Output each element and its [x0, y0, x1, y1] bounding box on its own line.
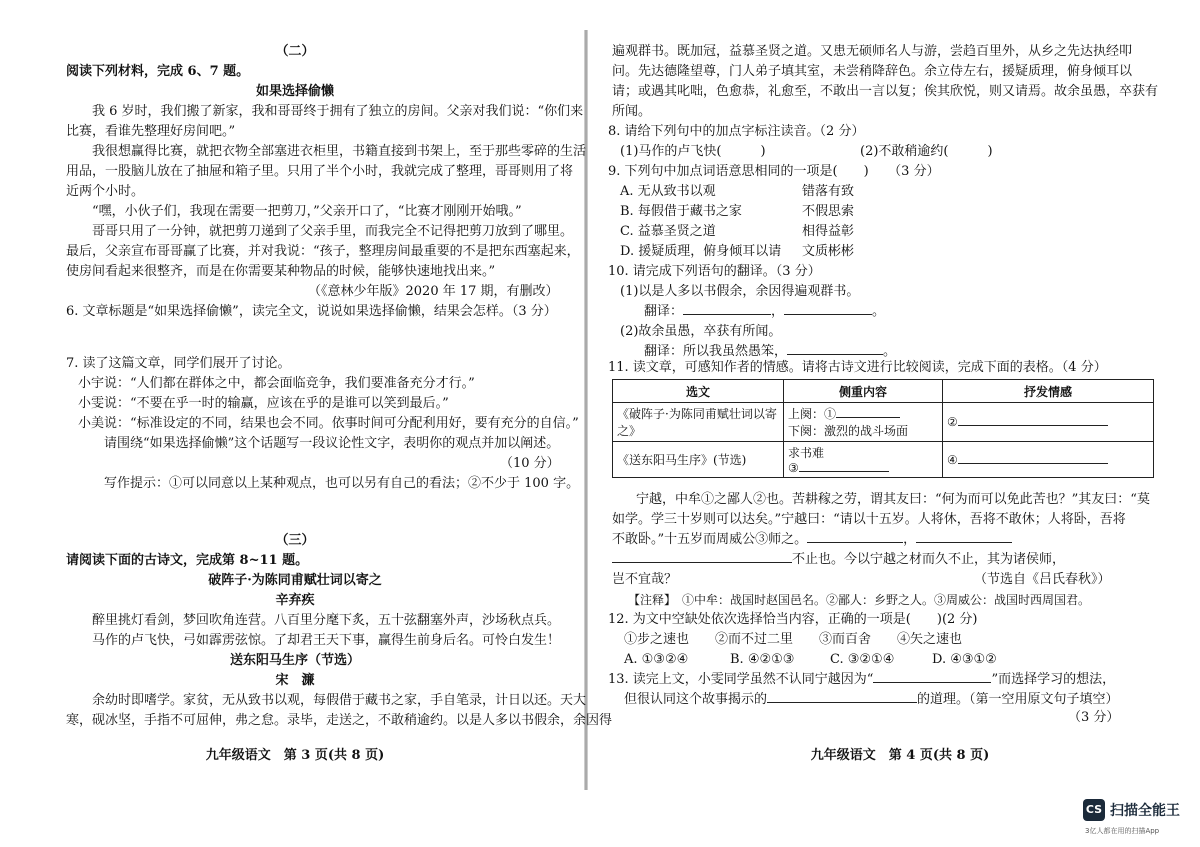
poem-author: 辛弃疾: [275, 593, 315, 608]
question-9-option-compare: 相得益彰: [802, 224, 855, 239]
section-2-title: （二）: [275, 44, 315, 59]
table-header: 抒发情感: [943, 380, 1154, 403]
question-12-option: B. ④②①③: [730, 652, 795, 667]
article-line: 近两个小时。: [66, 184, 145, 199]
table-row: [613, 403, 1154, 442]
question-8-item: (1)马作的卢飞快( ): [620, 144, 766, 159]
article-line: 用品，一股脑儿放在了抽屉和箱子里。只用了半个小时，我就完成了整理，哥哥则用了将: [66, 164, 574, 179]
question-13: 13. 读完上文，小雯同学虽然不认同宁越因为“ ”而选择学习的想法，: [608, 672, 1116, 687]
question-12-option: C. ③②①④: [830, 652, 895, 667]
question-13-score: （3 分）: [1068, 710, 1120, 725]
page-footer: 九年级语文 第 4 页(共 8 页): [810, 748, 990, 763]
prose-line: 所闻。: [612, 104, 652, 119]
question-12-items: ①步之速也 ②而不过二里 ③而百舍 ④矢之速也: [624, 632, 963, 647]
question-7-line: 小雯说：“不要在乎一时的输赢，应该在乎的是谁可以笑到最后。”: [78, 396, 449, 411]
passage-line: 如学。学三十岁则可以达矣。”宁越曰：“请以十五岁。人将休，吾将不敢休；人将卧，吾将: [612, 512, 1126, 527]
question-12-option: D. ④③①②: [932, 652, 997, 667]
poem-title: 破阵子·为陈同甫赋壮词以寄之: [208, 573, 382, 588]
article-source: （《意林少年版》2020 年 17 期，有删改）: [308, 284, 559, 299]
question-9-option: B. 每假借于藏书之家: [620, 204, 742, 219]
table-cell-emotion[interactable]: ②: [943, 403, 1154, 442]
question-13-line: 但很认同这个故事揭示的 的道理。（第一空用原文句子填空）: [624, 692, 1119, 707]
question-9-option-compare: 错落有致: [802, 184, 855, 199]
article-line: 最后，父亲宣布哥哥赢了比赛，并对我说：“孩子，整理房间最重要的不是把东西塞起来，: [66, 244, 580, 259]
poem-line: 马作的卢飞快，弓如霹雳弦惊。了却君王天下事，赢得生前身后名。可怜白发生！: [92, 633, 561, 648]
passage-line: 宁越，中牟①之鄙人②也。苦耕稼之劳，谓其友曰：“何为而可以免此苦也？”其友曰：“莫: [636, 492, 1150, 507]
question-11: 11. 读文章，可感知作者的情感。请将古诗文进行比较阅读，完成下面的表格。（4 分）: [608, 360, 1107, 375]
comparison-table: [612, 379, 1154, 478]
table-row: [613, 442, 1154, 478]
table-cell-content: 求书难 ③: [784, 442, 943, 478]
camscanner-tagline: 3亿人都在用的扫描App: [1085, 827, 1160, 835]
question-8-item: (2)不敢稍逾约( ): [860, 144, 993, 159]
table-header: 选文: [613, 380, 784, 403]
question-7-line: 小美说：“标准设定的不同，结果也会不同。依事时间可分配利用好，要有充分的自信。”: [78, 416, 579, 431]
table-cell-work: 《送东阳马生序》(节选): [613, 442, 784, 478]
article-line: 哥哥只用了一分钟，就把剪刀递到了父亲手里，而我完全不记得把剪刀放到了哪里。: [92, 224, 574, 239]
prose-line: 遍观群书。既加冠，益慕圣贤之道。又患无硕师名人与游，尝趋百里外，从乡之先达执经叩: [612, 44, 1133, 59]
section-3-title: （三）: [275, 533, 315, 548]
question-9: 9. 下列句中加点词语意思相同的一项是( ) （3 分）: [608, 164, 940, 179]
question-9-option: A. 无从致书以观: [620, 184, 716, 199]
poem-line: 醉里挑灯看剑，梦回吹角连营。八百里分麾下炙，五十弦翻塞外声，沙场秋点兵。: [92, 613, 561, 628]
question-7-score: （10 分）: [500, 456, 560, 471]
question-10-translation: 翻译： ， 。: [644, 304, 886, 319]
question-7-line: 请围绕“如果选择偷懒”这个话题写一段议论性文字，表明你的观点并加以阐述。: [104, 436, 560, 451]
prose-author: 宋 濂: [275, 673, 315, 688]
prose-line: 请；或遇其叱咄，色愈恭，礼愈至，不敢出一言以复；俟其欣悦，则又请焉。故余虽愚，卒获有: [612, 84, 1159, 99]
writing-hint: 写作提示：①可以同意以上某种观点，也可以另有自己的看法；②不少于 100 字。: [104, 476, 580, 491]
question-7-line: 小宇说：“人们都在群体之中，都会面临竞争，我们要准备充分才行。”: [78, 376, 475, 391]
question-8: 8. 请给下列句中的加点字标注读音。（2 分）: [608, 124, 865, 139]
question-7: 7. 读了这篇文章，同学们展开了讨论。: [66, 356, 291, 371]
section-3-instruction: 请阅读下面的古诗文，完成第 8~11 题。: [66, 553, 309, 568]
table-cell-work: 《破阵子·为陈同甫赋壮词以寄之》: [613, 403, 784, 442]
table-header: 侧重内容: [784, 380, 943, 403]
prose-title: 送东阳马生序（节选）: [229, 653, 360, 668]
question-9-option-compare: 文质彬彬: [802, 244, 855, 259]
article-title: 如果选择偷懒: [255, 84, 334, 99]
passage-line: 岂不宜哉？: [612, 572, 678, 587]
camscanner-name: 扫描全能王: [1110, 803, 1180, 819]
article-line: 使房间看起来很整齐，而是在你需要某种物品的时候，能够快速地找出来。”: [66, 264, 496, 279]
question-10-translation: 翻译：所以我虽然愚笨， 。: [644, 344, 897, 359]
passage-line: 不敢卧。”十五岁而周威公③师之。 ，: [612, 532, 1012, 548]
article-line: “嘿，小伙子们，我现在需要一把剪刀，”父亲开口了，“比赛才刚刚开始哦。”: [92, 204, 522, 219]
prose-line: 余幼时即嗜学。家贫，无从致书以观，每假借于藏书之家，手自笔录，计日以还。天大: [92, 693, 587, 708]
question-9-option-compare: 不假思索: [802, 204, 855, 219]
passage-source: （节选自《吕氏春秋》）: [974, 572, 1111, 587]
page-footer: 九年级语文 第 3 页(共 8 页): [205, 748, 385, 763]
question-6: 6. 文章标题是“如果选择偷懒”，读完全文，说说如果选择偷懒，结果会怎样。（3 分）: [66, 304, 557, 319]
table-cell-emotion[interactable]: ④: [943, 442, 1154, 478]
question-10: 10. 请完成下列语句的翻译。（3 分）: [608, 264, 821, 279]
article-line: 比赛，看谁先整理好房间吧。”: [66, 124, 236, 139]
camscanner-logo: CS: [1083, 799, 1105, 821]
table-cell-content: 上阕：① 下阕：激烈的战斗场面: [784, 403, 943, 442]
question-12: 12. 为文中空缺处依次选择恰当内容，正确的一项是( )(2 分): [608, 612, 978, 627]
article-line: 我 6 岁时，我们搬了新家，我和哥哥终于拥有了独立的房间。父亲对我们说：“你们来: [92, 104, 584, 119]
question-10-sentence: (1)以是人多以书假余，余因得遍观群书。: [620, 284, 860, 299]
question-9-option: C. 益慕圣贤之道: [620, 224, 716, 239]
prose-line: 问。先达德隆望尊，门人弟子填其室，未尝稍降辞色。余立侍左右，援疑质理，俯身倾耳以: [612, 64, 1133, 79]
prose-line: 寒，砚冰坚，手指不可屈伸，弗之怠。录毕，走送之，不敢稍逾约。以是人多以书假余，余因得: [66, 713, 613, 728]
passage-line: 不止也。今以宁越之材而久不止，其为诸侯师，: [612, 552, 1065, 568]
article-line: 我很想赢得比赛，就把衣物全部塞进衣柜里，书籍直接到书架上，至于那些零碎的生活: [92, 144, 587, 159]
question-10-sentence: (2)故余虽愚，卒获有所闻。: [620, 324, 782, 339]
passage-notes: 【注释】 ①中牟：战国时赵国邑名。②鄙人：乡野之人。③周威公：战国时西周国君。: [628, 593, 1091, 607]
question-12-option: A. ①③②④: [624, 652, 689, 667]
section-2-instruction: 阅读下列材料，完成 6、7 题。: [66, 64, 250, 79]
question-9-option: D. 援疑质理，俯身倾耳以请: [620, 244, 782, 259]
